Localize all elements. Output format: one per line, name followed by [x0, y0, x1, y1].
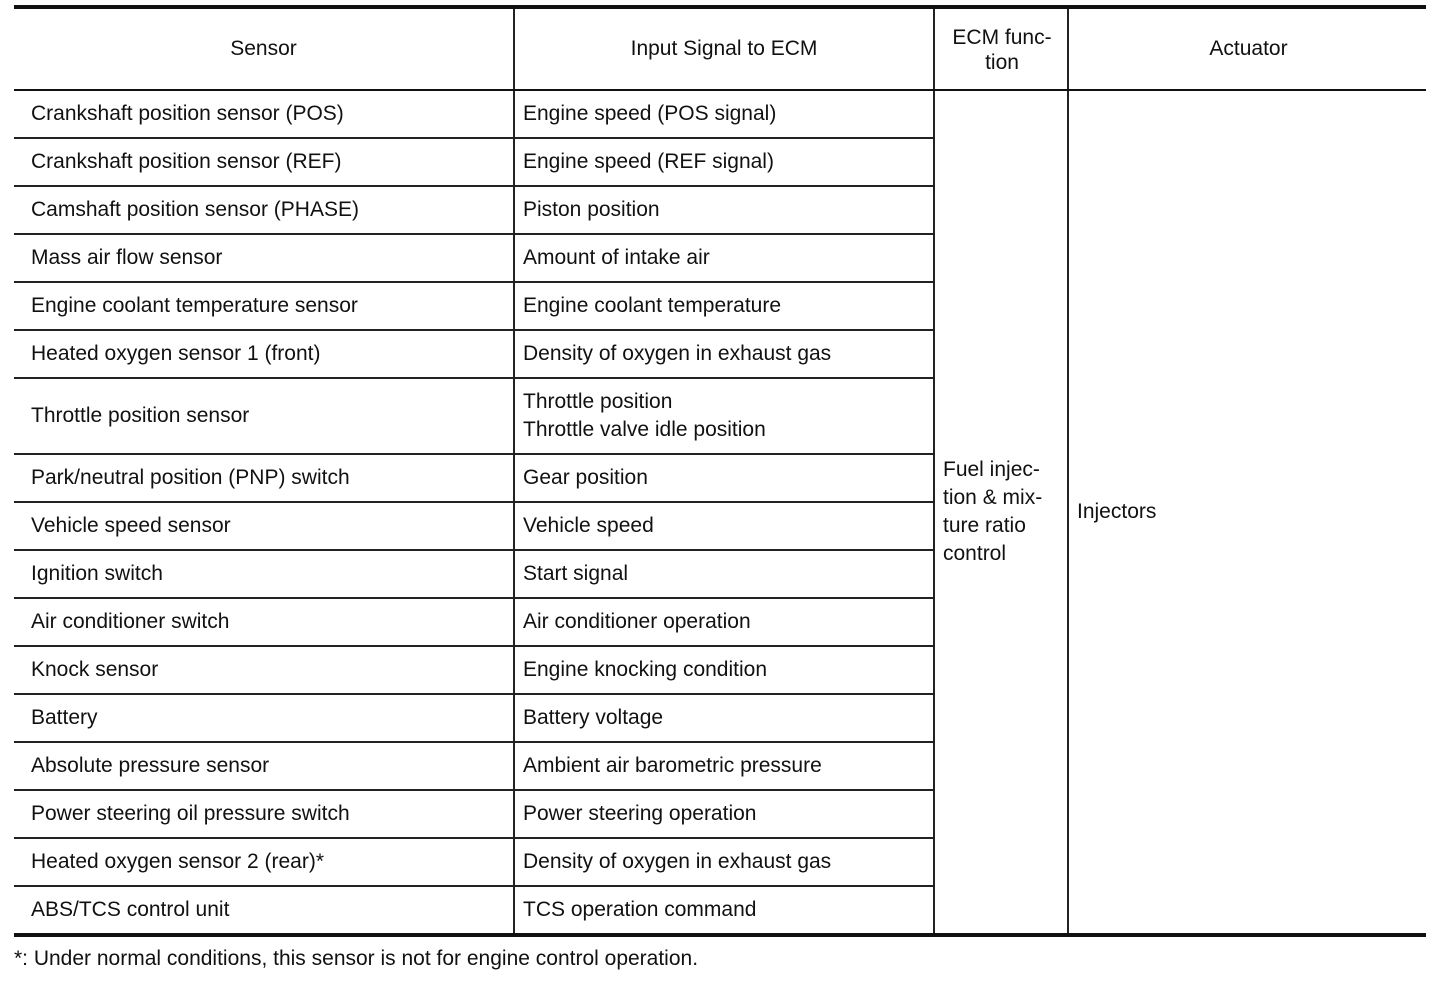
sensor-cell: Heated oxygen sensor 2 (rear)*	[14, 838, 514, 886]
ecm-function-cell	[934, 90, 1068, 935]
input-signal-line: Vehicle speed	[523, 514, 654, 537]
input-signal-line: Gear position	[523, 466, 648, 489]
header-input-signal: Input Signal to ECM	[514, 7, 934, 90]
input-signal-cell	[514, 454, 934, 502]
sensor-cell: Engine coolant temperature sensor	[14, 282, 514, 330]
input-signal-cell	[514, 90, 934, 138]
header-actuator: Actuator	[1068, 7, 1426, 90]
header-ecm-function-line-1: ECM func-	[952, 26, 1052, 49]
header-ecm-function	[934, 7, 1068, 90]
sensor-cell: Mass air flow sensor	[14, 234, 514, 282]
header-ecm-function-line-2: tion	[985, 51, 1019, 74]
input-signal-line: Density of oxygen in exhaust gas	[523, 342, 832, 365]
input-signal-cell	[514, 502, 934, 550]
sensor-cell: Camshaft position sensor (PHASE)	[14, 186, 514, 234]
input-signal-line: Engine speed (POS signal)	[523, 102, 777, 125]
input-signal-line: Engine coolant temperature	[523, 294, 781, 317]
sensor-cell: ABS/TCS control unit	[14, 886, 514, 935]
header-sensor: Sensor	[14, 7, 514, 90]
table-header-row	[14, 7, 1426, 90]
input-signal-cell	[514, 550, 934, 598]
input-signal-cell	[514, 742, 934, 790]
input-signal-line: Start signal	[523, 562, 629, 585]
input-signal-line: Power steering operation	[523, 802, 757, 825]
input-signal-cell	[514, 186, 934, 234]
input-signal-line: Density of oxygen in exhaust gas	[523, 850, 832, 873]
sensor-cell: Vehicle speed sensor	[14, 502, 514, 550]
ecm-function-line: Fuel injec-	[943, 458, 1040, 481]
sensor-cell: Crankshaft position sensor (REF)	[14, 138, 514, 186]
footnote: *: Under normal conditions, this sensor is not for engine control operation.	[14, 947, 699, 970]
sensor-cell: Absolute pressure sensor	[14, 742, 514, 790]
input-signal-cell	[514, 646, 934, 694]
input-signal-line: Air conditioner operation	[523, 610, 751, 633]
sensor-cell: Knock sensor	[14, 646, 514, 694]
sensor-signal-table	[14, 5, 1426, 937]
input-signal-cell	[514, 282, 934, 330]
sensor-cell: Crankshaft position sensor (POS)	[31, 102, 344, 125]
input-signal-cell	[514, 694, 934, 742]
input-signal-cell	[514, 838, 934, 886]
input-signal-line: Throttle position	[523, 390, 673, 413]
sensor-cell: Park/neutral position (PNP) switch	[14, 454, 514, 502]
input-signal-cell	[514, 138, 934, 186]
input-signal-line: Engine speed (REF signal)	[523, 150, 774, 173]
sensor-cell: Ignition switch	[14, 550, 514, 598]
ecm-function-line: tion & mix-	[943, 486, 1043, 509]
input-signal-cell	[514, 234, 934, 282]
input-signal-cell	[514, 378, 934, 454]
sensor-cell: Battery	[14, 694, 514, 742]
sensor-cell: Air conditioner switch	[14, 598, 514, 646]
ecm-sensor-table-document	[14, 5, 1426, 971]
input-signal-line: TCS operation command	[523, 898, 757, 921]
input-signal-line: Amount of intake air	[523, 246, 710, 269]
sensor-cell: Heated oxygen sensor 1 (front)	[14, 330, 514, 378]
input-signal-line: Throttle valve idle position	[523, 418, 766, 441]
ecm-function-line: control	[943, 542, 1007, 565]
table-body	[14, 90, 1426, 935]
sensor-cell: Power steering oil pressure switch	[14, 790, 514, 838]
input-signal-line: Piston position	[523, 198, 660, 221]
input-signal-cell	[514, 330, 934, 378]
input-signal-line: Ambient air barometric pressure	[523, 754, 822, 777]
input-signal-line: Engine knocking condition	[523, 658, 768, 681]
input-signal-cell	[514, 886, 934, 935]
input-signal-cell	[514, 790, 934, 838]
ecm-function-line: ture ratio	[943, 514, 1026, 537]
actuator-cell: Injectors	[1068, 90, 1426, 935]
table-row	[14, 90, 1426, 138]
input-signal-line: Battery voltage	[523, 706, 664, 729]
input-signal-cell	[514, 598, 934, 646]
sensor-cell: Throttle position sensor	[14, 378, 514, 454]
